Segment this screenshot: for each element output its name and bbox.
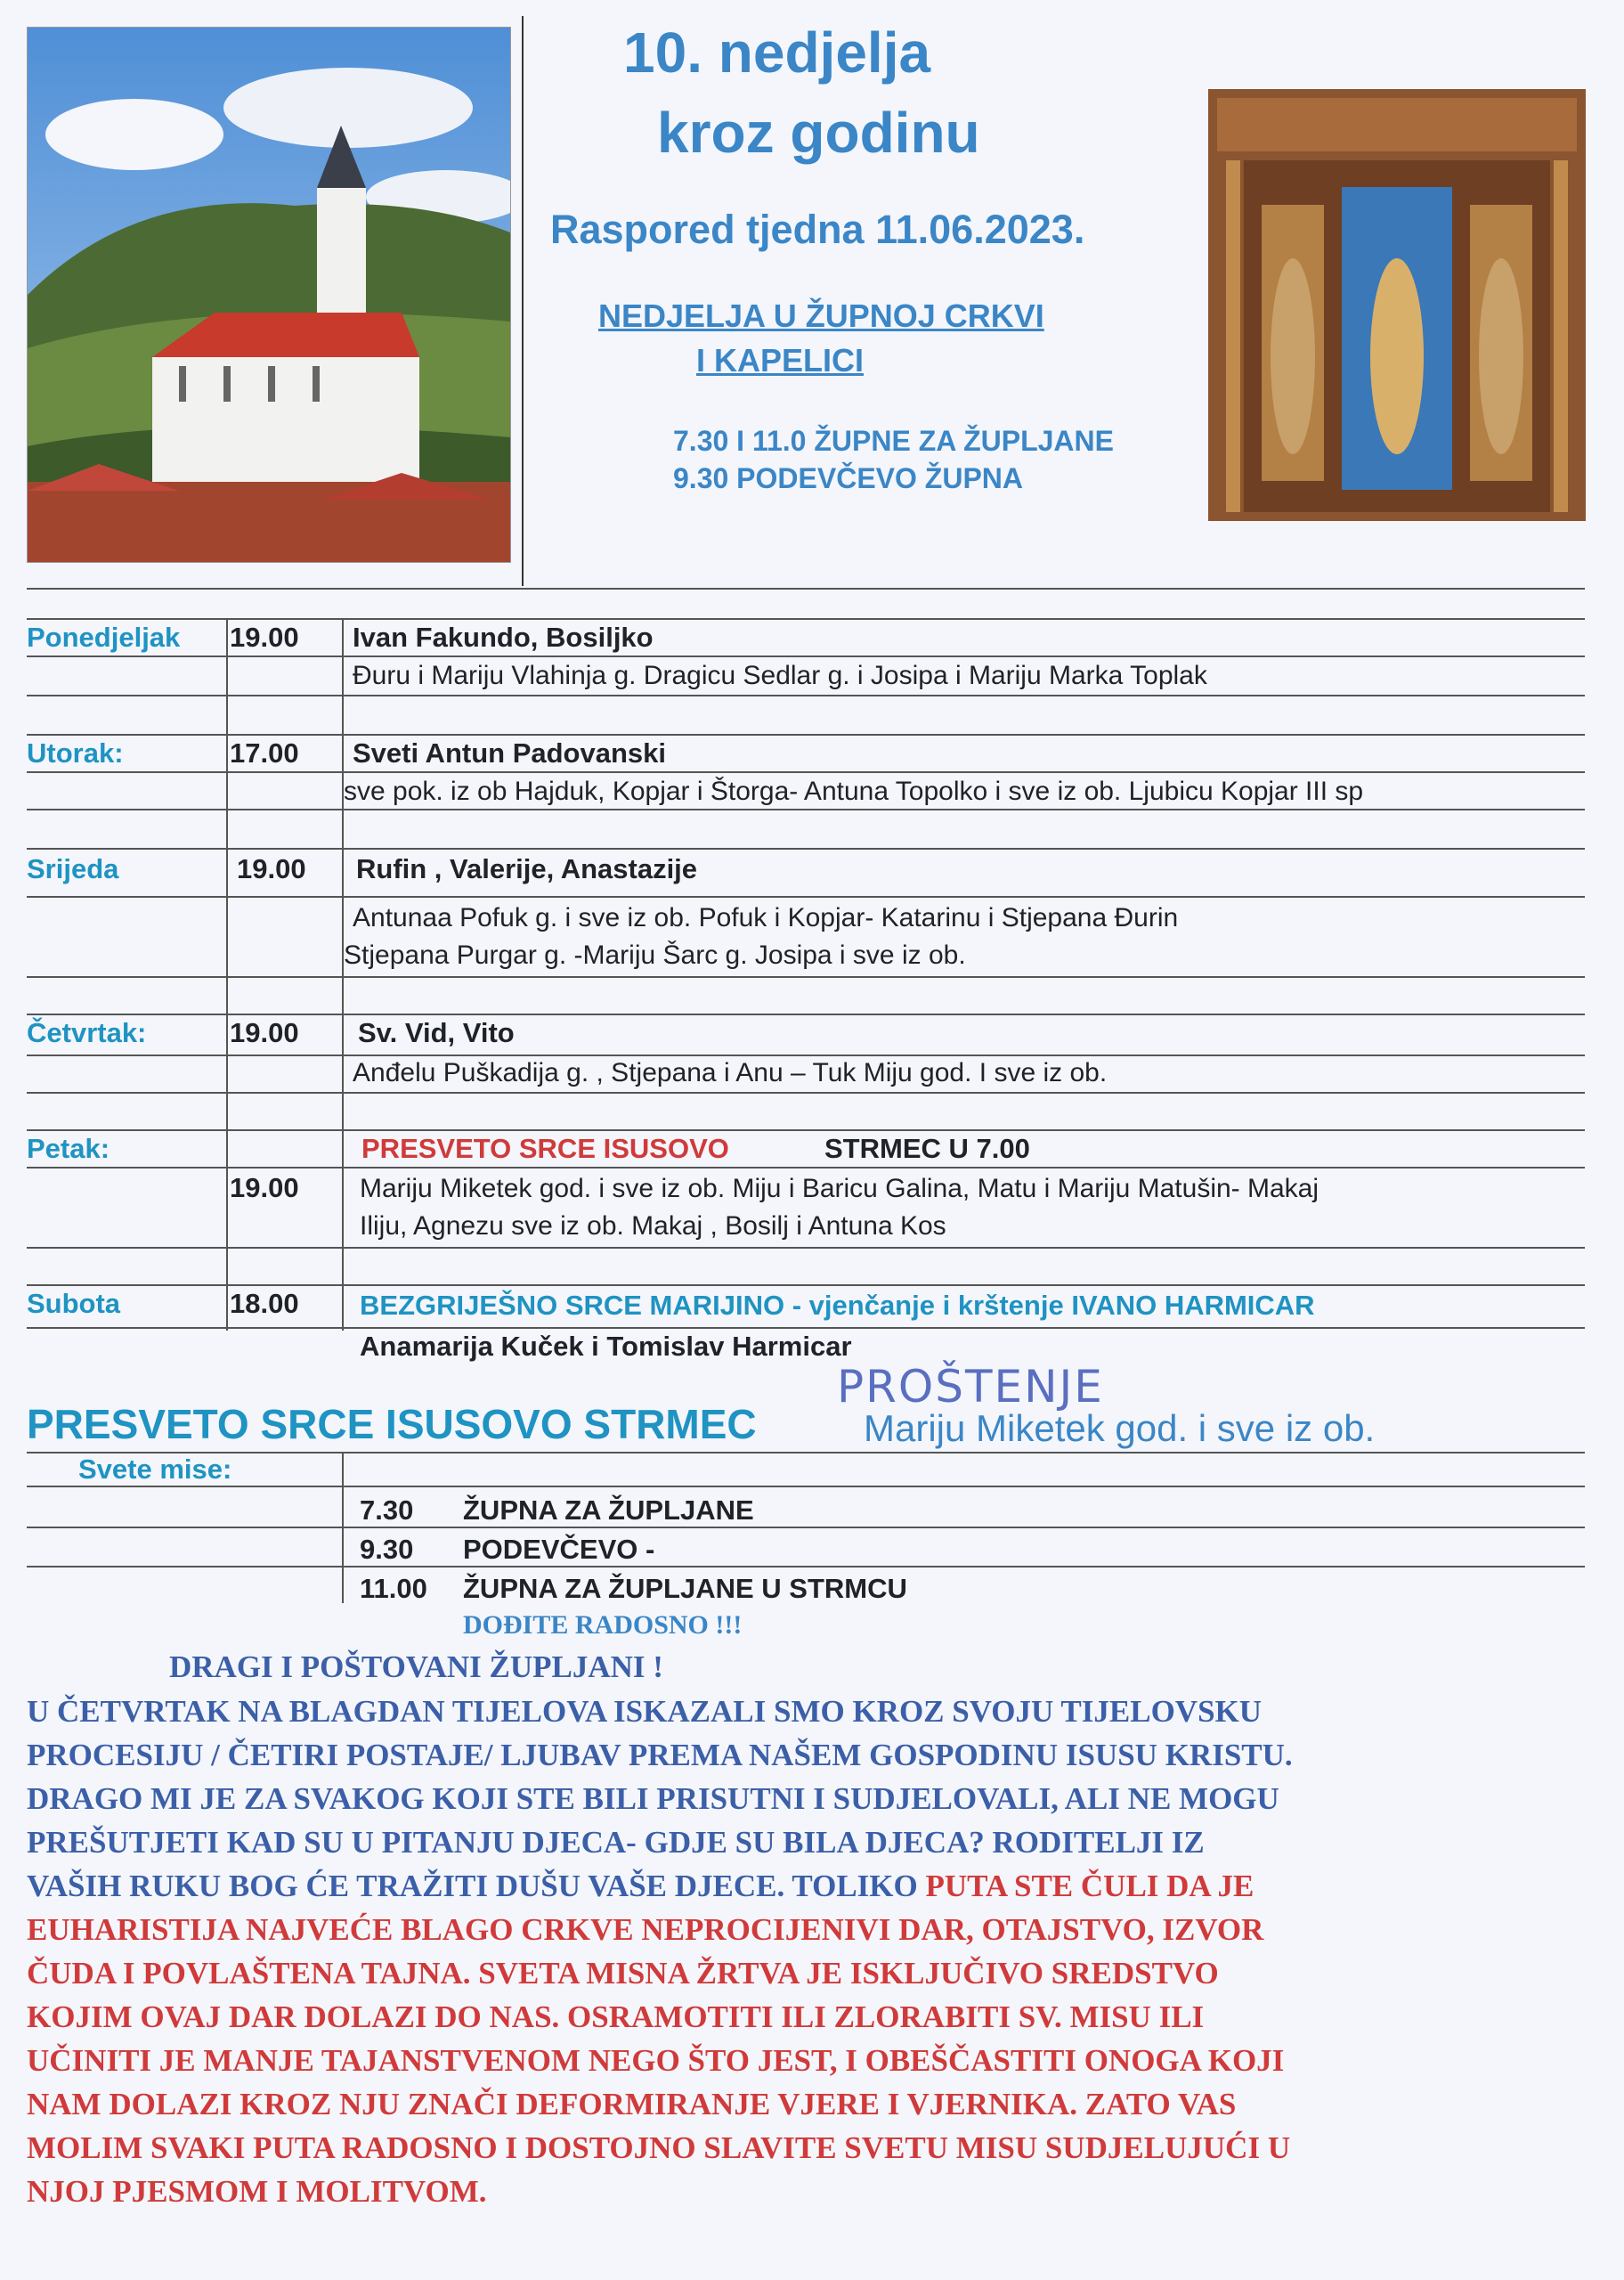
saints-tuesday: Sveti Antun Padovanski	[353, 737, 666, 769]
saints-wednesday: Rufin , Valerije, Anastazije	[356, 853, 698, 884]
message-line: KOJIM OVAJ DAR DOLAZI DO NAS. OSRAMOTITI ILI ZLORABITI SV. MISU ILI	[27, 1999, 1205, 2034]
table-line	[27, 1247, 1585, 1249]
intentions-thursday: Anđelu Puškadija g. , Stjepana i Anu – Tuk Miju god. I sve iz ob.	[353, 1058, 1108, 1087]
day-wednesday: Srijeda	[27, 853, 119, 884]
table-line	[27, 771, 1585, 773]
message-line: NJOJ PJESMOM I MOLITVOM.	[27, 2174, 487, 2209]
table-line	[27, 1014, 1585, 1015]
mass-time-1: 7.30	[360, 1494, 414, 1526]
altar-photo	[1208, 89, 1586, 521]
handwritten-note: PROŠTENJE	[837, 1361, 1104, 1413]
table-line	[27, 1527, 1585, 1528]
day-saturday: Subota	[27, 1288, 121, 1319]
time-friday: 19.00	[230, 1172, 299, 1203]
time-monday: 19.00	[230, 622, 299, 653]
table-line	[27, 1327, 1585, 1329]
sunday-mass-1: 7.30 I 11.0 ŽUPNE ZA ŽUPLJANE	[673, 425, 1114, 457]
table-line	[27, 734, 1585, 736]
feast-friday-extra: STRMEC U 7.00	[824, 1133, 1030, 1164]
mass-time-2: 9.30	[360, 1534, 414, 1565]
intentions-tuesday: sve pok. iz ob Hajduk, Kopjar i Štorga- Antuna Topolko i sve iz ob. Ljubicu Kopjar III sp	[344, 777, 1364, 806]
message-line: UČINITI JE MANJE TAJANSTVENOM NEGO ŠTO JEST, I OBEŠČASTITI ONOGA KOJI	[27, 2043, 1285, 2078]
invite-text: DOĐITE RADOSNO !!!	[463, 1610, 743, 1640]
message-line: MOLIM SVAKI PUTA RADOSNO I DOSTOJNO SLAVITE SVETU MISU SUDJELUJUĆI U	[27, 2130, 1291, 2165]
time-wednesday: 19.00	[237, 853, 306, 884]
table-line	[27, 1092, 1585, 1094]
time-tuesday: 17.00	[230, 737, 299, 769]
sunday-heading-2: I KAPELICI	[696, 342, 865, 379]
table-line	[27, 618, 1585, 620]
table-column-line	[342, 1452, 344, 1603]
day-friday: Petak:	[27, 1133, 110, 1164]
table-line	[27, 1452, 1585, 1454]
message-line: U ČETVRTAK NA BLAGDAN TIJELOVA ISKAZALI SMO KROZ SVOJU TIJELOVSKU	[27, 1694, 1263, 1729]
mass-place-2: PODEVČEVO -	[463, 1534, 655, 1565]
feast-saturday: BEZGRIJEŠNO SRCE MARIJINO - vjenčanje i krštenje IVANO HARMICAR	[360, 1290, 1315, 1321]
saints-monday: Ivan Fakundo, Bosiljko	[353, 622, 654, 653]
intentions-monday: Đuru i Mariju Vlahinja g. Dragicu Sedlar g. i Josipa i Mariju Marka Toplak	[353, 661, 1207, 690]
mass-place-1: ŽUPNA ZA ŽUPLJANE	[463, 1494, 754, 1526]
title-line1: 10. nedjelja	[623, 20, 931, 85]
message-line	[27, 1869, 1254, 1904]
schedule-title: Raspored tjedna 11.06.2023.	[550, 207, 1085, 252]
message-line: PROCESIJU / ČETIRI POSTAJE/ LJUBAV PREMA NAŠEM GOSPODINU ISUSU KRISTU.	[27, 1738, 1293, 1772]
intentions-friday-2: Iliju, Agnezu sve iz ob. Makaj , Bosilj i Antuna Kos	[360, 1211, 946, 1241]
table-line	[27, 809, 1585, 810]
message-line: PREŠUTJETI KAD SU U PITANJU DJECA- GDJE SU BILA DJECA? RODITELJI IZ	[27, 1825, 1205, 1860]
message-line: EUHARISTIJA NAJVEĆE BLAGO CRKVE NEPROCIJENIVI DAR, OTAJSTVO, IZVOR	[27, 1912, 1264, 1947]
table-line	[27, 1566, 1585, 1568]
title-line2: kroz godinu	[657, 101, 980, 165]
church-photo	[27, 27, 511, 563]
sunday-masses	[673, 422, 1114, 497]
day-tuesday: Utorak:	[27, 737, 124, 769]
table-line	[27, 695, 1585, 696]
message-greeting: DRAGI I POŠTOVANI ŽUPLJANI !	[169, 1649, 663, 1684]
time-thursday: 19.00	[230, 1017, 299, 1048]
table-line	[27, 1129, 1585, 1131]
message-line-part: VAŠIH RUKU BOG ĆE TRAŽITI DUŠU VAŠE DJECE. TOLIKO	[27, 1869, 926, 1903]
day-thursday: Četvrtak:	[27, 1017, 147, 1048]
table-column-line	[226, 618, 228, 1331]
header-divider	[522, 16, 524, 586]
mass-place-3: ŽUPNA ZA ŽUPLJANE U STRMCU	[463, 1573, 907, 1604]
table-line	[27, 1284, 1585, 1286]
table-line	[27, 848, 1585, 850]
table-line	[27, 1054, 1585, 1056]
wedding-couple: Anamarija Kuček i Tomislav Harmicar	[360, 1331, 852, 1362]
table-line	[27, 896, 1585, 898]
table-column-line	[342, 618, 344, 1331]
masses-label: Svete mise:	[78, 1454, 232, 1485]
table-line	[27, 1486, 1585, 1487]
saints-thursday: Sv. Vid, Vito	[358, 1017, 515, 1048]
sunday-mass-2: 9.30 PODEVČEVO ŽUPNA	[673, 462, 1023, 494]
sunday-feast-heading: PRESVETO SRCE ISUSOVO STRMEC	[27, 1401, 757, 1447]
table-line	[27, 1167, 1585, 1168]
sunday-heading-1: NEDJELJA U ŽUPNOJ CRKVI	[598, 297, 1044, 334]
table-line	[27, 588, 1585, 590]
message-line: NAM DOLAZI KROZ NJU ZNAČI DEFORMIRANJE VJERE I VJERNIKA. ZATO VAS	[27, 2087, 1237, 2121]
intentions-wednesday-2: Stjepana Purgar g. -Mariju Šarc g. Josipa i sve iz ob.	[344, 940, 966, 970]
intentions-friday-1: Mariju Miketek god. i sve iz ob. Miju i Baricu Galina, Matu i Mariju Matušin- Makaj	[360, 1174, 1320, 1203]
feast-friday: PRESVETO SRCE ISUSOVO	[361, 1133, 729, 1164]
mass-time-3: 11.00	[360, 1573, 427, 1604]
message-line: DRAGO MI JE ZA SVAKOG KOJI STE BILI PRISUTNI I SUDJELOVALI, ALI NE MOGU	[27, 1781, 1279, 1816]
message-line: ČUDA I POVLAŠTENA TAJNA. SVETA MISNA ŽRTVA JE ISKLJUČIVO SREDSTVO	[27, 1956, 1219, 1991]
time-saturday: 18.00	[230, 1288, 299, 1319]
day-monday: Ponedjeljak	[27, 622, 181, 653]
table-line	[27, 656, 1585, 657]
table-line	[27, 976, 1585, 978]
intentions-wednesday-1: Antunaa Pofuk g. i sve iz ob. Pofuk i Kopjar- Katarinu i Stjepana Đurin	[353, 903, 1179, 932]
sunday-intention: Mariju Miketek god. i sve iz ob.	[864, 1407, 1376, 1449]
message-line-part: PUTA STE ČULI DA JE	[925, 1869, 1255, 1903]
